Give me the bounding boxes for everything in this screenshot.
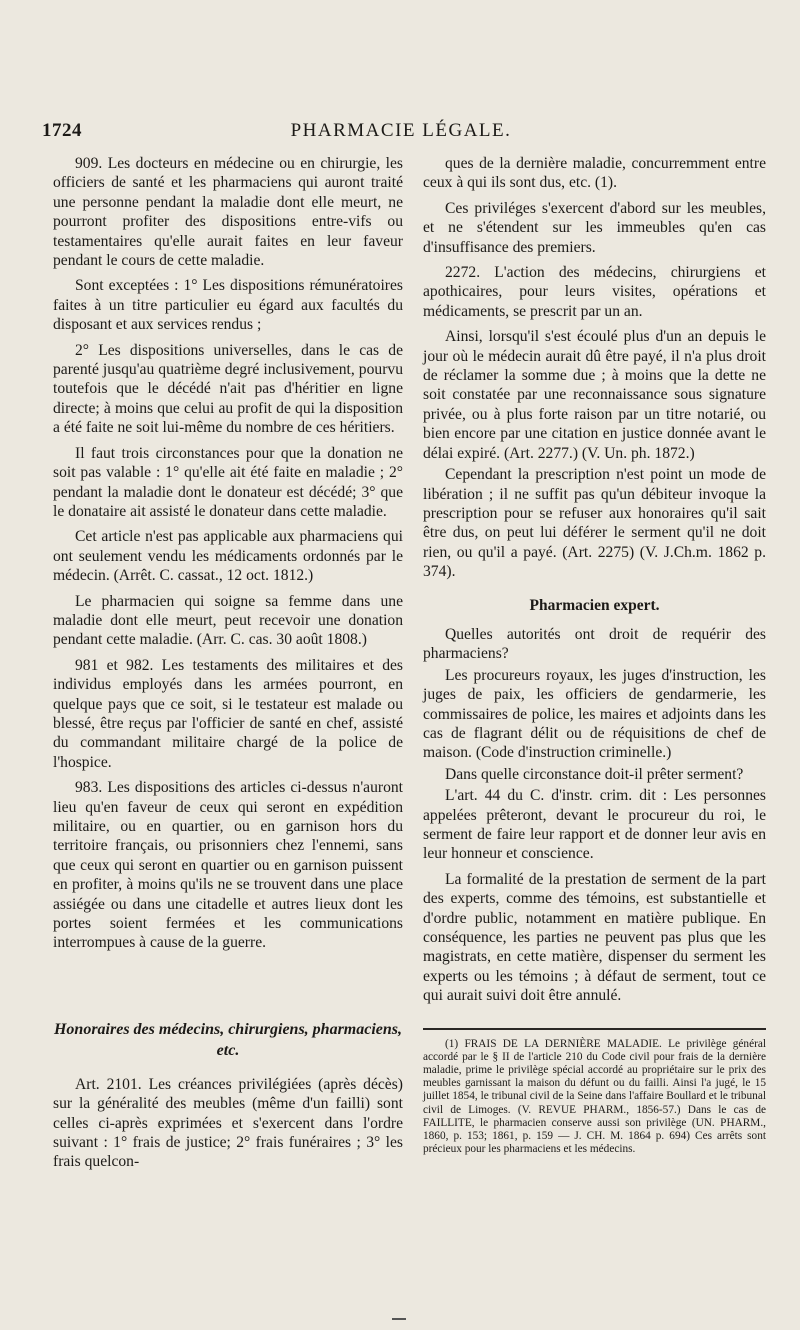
paragraph: Ainsi, lorsqu'il s'est écoulé plus d'un an depuis le jour où le médecin aurait dû être payé, il n'a plus droit de réclamer la somme due ; à moins que la dette ne soit constatée par une reconnaissance sous signature privée, ou à plus forte raison par un titre notarié, ou bien encore par une citation en justice donnée avant le délai expiré. (Art. 2277.) (V. Un. ph. 1872.) bbox=[423, 328, 766, 462]
paragraph: Cependant la prescription n'est point un mode de libération ; il ne suffit pas qu'un débiteur invoque la prescription pour se refuser aux honoraires qu'il sait être dus, on peut lui déférer le serment qu'il ne doit rien, ou qu'il a payé. (Art. 2275) (V. J.Ch.m. 1862 p. 374). bbox=[423, 466, 766, 581]
paragraph: Ces priviléges s'exercent d'abord sur les meubles, et ne s'étendent sur les immeubles qu'en cas d'insuffisance des premiers. bbox=[423, 199, 766, 256]
paragraph: 981 et 982. Les testaments des militaires et des individus employés dans les armées pourront, en quelque pays que ce soit, si le testateur est malade ou blessé, être reçus par l'officier de santé en chef, assisté du commandant militaire chargé de la police de l'hospice. bbox=[53, 656, 403, 771]
paragraph: 2272. L'action des médecins, chirurgiens et apothicaires, pour leurs visites, opérations et médicaments, se prescrit par un an. bbox=[423, 264, 766, 320]
left-column bbox=[53, 154, 403, 1178]
page-header bbox=[42, 120, 760, 150]
paragraph: Art. 2101. Les créances privilégiées (après décès) sur la généralité des meubles (même d'un failli) sont celles ci-après exprimées et s'exercent dans l'ordre suivant : 1° frais de justice; 2° frais funéraires ; 3° les frais quelcon- bbox=[53, 1075, 403, 1171]
running-title: PHARMACIE LÉGALE. bbox=[290, 120, 512, 141]
paragraph: 909. Les docteurs en médecine ou en chirurgie, les officiers de santé et les pharmaciens qui auront traité une personne pendant la maladie dont elle meurt, ne pourront profiter des dispositions entre-vifs ou testamentaires qu'elle aurait faites en leur faveur pendant le cours de cette maladie. bbox=[53, 155, 403, 270]
bottom-mark bbox=[392, 1318, 406, 1320]
paragraph: Cet article n'est pas applicable aux pharmaciens qui ont seulement vendu les médicaments ordonnés par le médecin. (Arrêt. C. cassat., 12 oct. 1812.) bbox=[53, 528, 403, 585]
paragraph: 983. Les dispositions des articles ci-dessus n'auront lieu qu'en faveur de ceux qui seront en expédition militaire, ou en quartier, ou en garnison hors du territoire français, ou prisonniers chez l'ennemi, sans que ceux qui seront en quartier ou en garnison puissent en profiter, à moins qu'ils ne se trouvent dans une place assiégée ou dans une citadelle et autres lieux dont les portes soient fermées et les communications interrompues à cause de la guerre. bbox=[53, 779, 403, 952]
section-title: Honoraires des médecins, chirurgiens, pharmaciens, etc. bbox=[53, 1020, 403, 1059]
paragraph: ques de la dernière maladie, concurremment entre ceux à qui ils sont dus, etc. (1). bbox=[423, 155, 766, 192]
subhead: Pharmacien expert. bbox=[529, 596, 660, 614]
paragraph: Les procureurs royaux, les juges d'instruction, les juges de paix, les officiers de gendarmerie, les commissaires de police, les maires et adjoints dans les cas de flagrant délit ou de réquisitions de chef de maison. (Code d'instruction criminelle.) bbox=[423, 666, 766, 762]
paragraph: L'art. 44 du C. d'instr. crim. dit : Les personnes appelées prêteront, devant le procureur du roi, le serment de faire leur rapport et de donner leur avis en leur honneur et conscience. bbox=[423, 787, 766, 863]
page-number: 1724 bbox=[42, 120, 82, 141]
paragraph: La formalité de la prestation de serment de la part des experts, comme des témoins, est substantielle et d'ordre public, notamment en matière publique. En conséquence, les parties ne peuvent pas plus que les magistrats, en cette matière, dispenser du serment les experts ou les témoins ; à défaut de serment, tout ce qui aurait suivi doit être annulé. bbox=[423, 870, 766, 1005]
paragraph: 2° Les dispositions universelles, dans le cas de parenté jusqu'au quatrième degré inclusivement, pourvu toutefois que le décédé n'ait pas d'héritier en ligne directe; à moins que celui au profit de qui la disposition a été faite ne soit lui-même du nombre de ces héritiers. bbox=[53, 341, 403, 437]
footnote: (1) FRAIS DE LA DERNIÈRE MALADIE. Le privilège général accordé par le § II de l'article 210 du Code civil pour frais de la dernière maladie, prime le privilège spécial accordé au propriétaire sur le prix des meubles garnissant la maison du défunt ou du failli. Ainsi l'a jugé, le 15 juillet 1854, le tribunal civil de la Seine dans l'affaire Boullard et le tribunal civil de Limoges. (V. REVUE PHARM., 1856-57.) Dans le cas de FAILLITE, le pharmacien conserve aussi son privilège (UN. PHARM., 1860, p. 153; 1861, p. 159 — J. CH. M. 1864 p. 694) Ces arrêts sont précieux pour les pharmaciens et les médecins. bbox=[423, 1037, 766, 1156]
paragraph: Quelles autorités ont droit de requérir des pharmaciens? bbox=[423, 625, 766, 663]
paragraph: Dans quelle circonstance doit-il prêter serment? bbox=[445, 765, 744, 783]
paragraph: Le pharmacien qui soigne sa femme dans une maladie dont elle meurt, peut recevoir une donation pendant cette maladie. (Arr. C. cas. 30 août 1808.) bbox=[53, 592, 403, 649]
paragraph: Sont exceptées : 1° Les dispositions rémunératoires faites à un titre particulier eu égard aux facultés du disposant et aux services rendus ; bbox=[53, 277, 403, 334]
paragraph: Il faut trois circonstances pour que la donation ne soit pas valable : 1° qu'elle ait été faite en maladie ; 2° pendant la maladie dont le donateur est décédé; 3° que le donataire ait assisté le donateur dans cette maladie. bbox=[53, 444, 403, 520]
footnote-divider bbox=[423, 1028, 766, 1030]
right-column bbox=[423, 154, 766, 1162]
